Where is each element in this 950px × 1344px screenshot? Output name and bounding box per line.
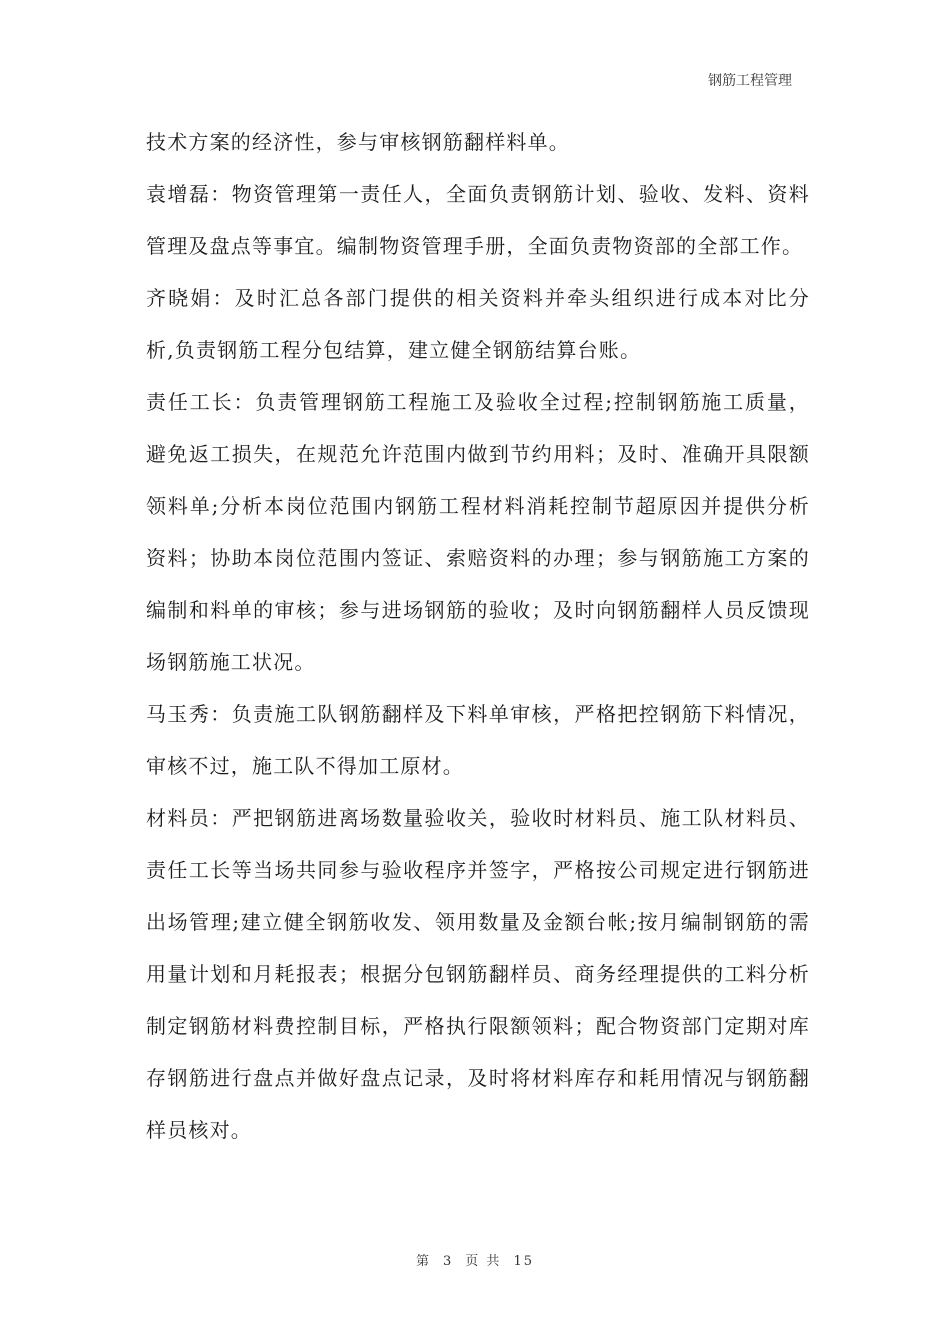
footer-total-pages: 15 (513, 1254, 534, 1269)
paragraph-materials-officer: 材料员：严把钢筋进离场数量验收关，验收时材料员、施工队材料员、责任工长等当场共同参与验收程序并签字，严格按公司规定进行钢筋进出场管理;建立健全钢筋收发、领用数量及金额台帐;按月编制钢筋的需用量计划和月耗报表；根据分包钢筋翻样员、商务经理提供的工料分析制定钢筋材料费控制目标，严格执行限额领料；配合物资部门定期对库存钢筋进行盘点并做好盘点记录，及时将材料库存和耗用情况与钢筋翻样员核对。 (146, 806, 810, 1142)
page-footer (0, 1250, 950, 1269)
running-header: 钢筋工程管理 (708, 73, 792, 89)
paragraph-continuation: 技术方案的经济性，参与审核钢筋翻样料单。 (146, 130, 570, 154)
paragraph-qi-xiaojuan: 齐晓娟：及时汇总各部门提供的相关资料并牵头组织进行成本对比分析,负责钢筋工程分包结算，建立健全钢筋结算台账。 (146, 286, 810, 362)
paragraph-yuan-zenglei: 袁增磊：物资管理第一责任人，全面负责钢筋计划、验收、发料、资料管理及盘点等事宜。编制物资管理手册，全面负责物资部的全部工作。 (146, 182, 810, 258)
paragraph-ma-yuxiu: 马玉秀：负责施工队钢筋翻样及下料单审核，严格把控钢筋下料情况，审核不过，施工队不得加工原材。 (146, 702, 810, 778)
paragraph-responsible-foreman: 责任工长：负责管理钢筋工程施工及验收全过程;控制钢筋施工质量，避免返工损失，在规范允许范围内做到节约用料；及时、准确开具限额领料单;分析本岗位范围内钢筋工程材料消耗控制节超原因并提供分析资料；协助本岗位范围内签证、索赔资料的办理；参与钢筋施工方案的编制和料单的审核；参与进场钢筋的验收；及时向钢筋翻样人员反馈现场钢筋施工状况。 (146, 390, 810, 674)
footer-mid: 页 共 (465, 1254, 502, 1269)
footer-prefix: 第 (416, 1254, 432, 1269)
document-body (146, 116, 810, 1156)
footer-current-page: 3 (443, 1254, 454, 1269)
